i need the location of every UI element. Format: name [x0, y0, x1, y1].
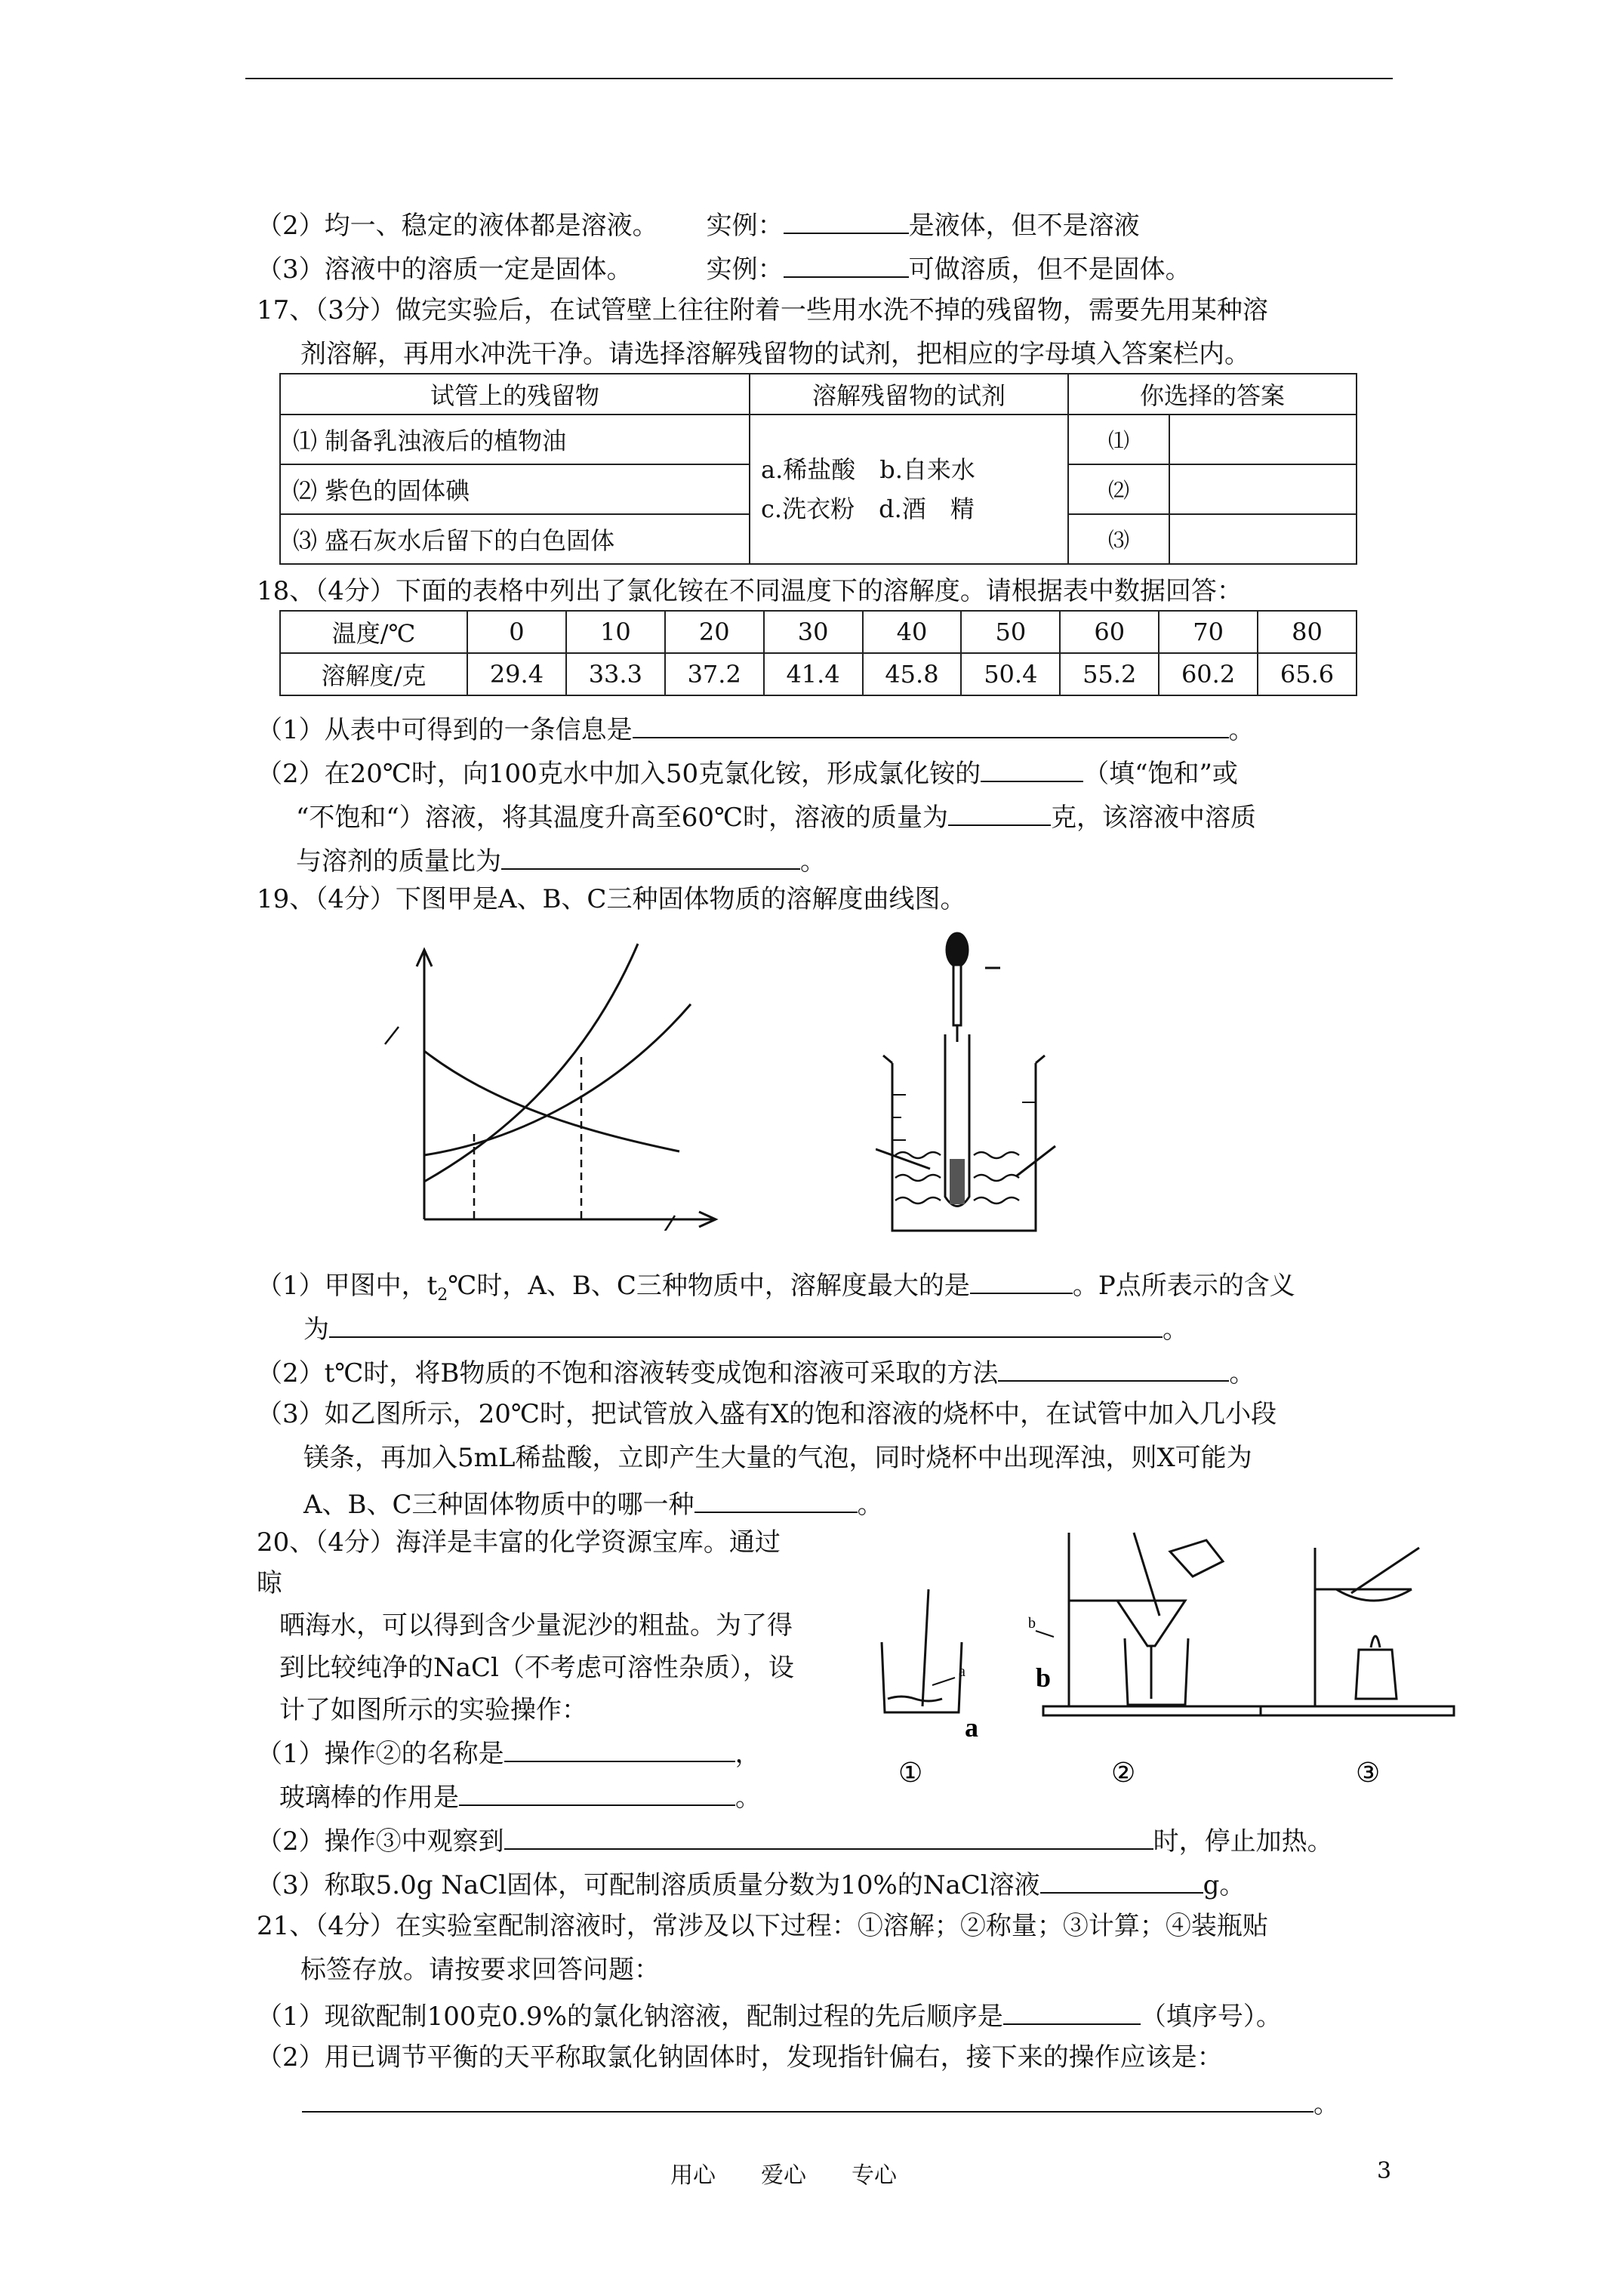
q21-1-line: （1）现欲配制100克0.9%的氯化钠溶液，配制过程的先后顺序是 （填序号）。 [257, 1996, 1282, 2034]
answer-blank[interactable] [459, 1777, 735, 1806]
table-cell: 20 [665, 611, 764, 653]
table-row [280, 611, 1357, 653]
stand-label-b: b [1028, 1615, 1036, 1632]
q20-1-line-2: 玻璃棒的作用是 。 [279, 1777, 761, 1815]
table-cell: 41.4 [764, 653, 863, 695]
q20-text-2: 晾 [257, 1568, 282, 1598]
reagent-line-1: a.稀盐酸 b.自来水 [761, 455, 975, 484]
q20-text-5: 计了如图所示的实验操作： [279, 1695, 587, 1725]
axes [417, 950, 716, 1227]
q20-3-line: （3）称取5.0g NaCl固体，可配制溶质质量分数为10%的NaCl溶液 g。 [257, 1865, 1245, 1903]
header-rule [245, 78, 1393, 79]
table-header: 你选择的答案 [1068, 374, 1357, 415]
answer-blank[interactable] [784, 249, 909, 278]
q19-text: 19、（4分）下图甲是A、B、C三种固体物质的溶解度曲线图。 [257, 884, 966, 914]
table-cell: 10 [566, 611, 665, 653]
answer-blank[interactable] [948, 797, 1051, 826]
answer-blank[interactable] [633, 710, 1229, 738]
dropper [947, 933, 968, 1042]
q19-3-line-2: 镁条，再加入5mL稀盐酸，立即产生大量的气泡，同时烧杯中出现浑浊，则X可能为 [303, 1443, 1252, 1473]
q20-2-line: （2）操作③中观察到 时，停止加热。 [257, 1821, 1333, 1859]
q19-2-line: （2）t℃时，将B物质的不饱和溶液转变成饱和溶液可采取的方法 。 [257, 1353, 1255, 1391]
curve-moderate [424, 1004, 691, 1155]
table-cell: 70 [1159, 611, 1258, 653]
answer-blank[interactable] [504, 1821, 1153, 1850]
table-cell: 29.4 [467, 653, 566, 695]
q20-text-3: 晒海水，可以得到含少量泥沙的粗盐。为了得 [279, 1610, 793, 1641]
answer-blank[interactable] [1040, 1865, 1203, 1894]
answer-cell[interactable] [1169, 415, 1357, 464]
q18-text: 18、（4分）下面的表格中列出了氯化铵在不同温度下的溶解度。请根据表中数据回答： [257, 576, 1243, 606]
q17-text-1: 17、（3分）做完实验后，在试管壁上往往附着一些用水洗不掉的残留物，需要先用某种溶 [257, 295, 1268, 325]
table-cell: 37.2 [665, 653, 764, 695]
q18-table [279, 610, 1357, 696]
table-header: 溶解残留物的试剂 [750, 374, 1068, 415]
table-cell: ⑶ 盛石灰水后留下的白色固体 [280, 514, 750, 564]
table-cell: ⑵ 紫色的固体碘 [280, 464, 750, 514]
answer-blank[interactable] [501, 841, 800, 870]
operation-2-filtering [1036, 1533, 1332, 1715]
answer-blank[interactable] [504, 1734, 735, 1762]
beaker-testtube-figure [876, 929, 1072, 1238]
q19-1-line-1: （1）甲图中，$t_2℃$时，A、B、C三种物质中，溶解度最大的是 。P点所表示的含义 [257, 1265, 1295, 1313]
label-b: b [1036, 1663, 1052, 1693]
answer-blank[interactable] [694, 1484, 858, 1513]
answer-label: ⑴ [1068, 415, 1169, 464]
operation-labels [898, 1758, 1380, 1789]
table-cell: 45.8 [863, 653, 962, 695]
experiment-figures [868, 1518, 1457, 1804]
q20-1-line-1: （1）操作②的名称是 ， [257, 1734, 761, 1771]
q18-1-line: （1）从表中可得到的一条信息是 。 [257, 710, 1255, 747]
q18-2-line-2: “不饱和“）溶液，将其温度升高至60℃时，溶液的质量为 克，该溶液中溶质 [296, 797, 1256, 835]
q19-3-line-1: （3）如乙图所示，20℃时，把试管放入盛有X的饱和溶液的烧杯中，在试管中加入几小段 [257, 1399, 1277, 1429]
solubility-curves [424, 944, 691, 1182]
q18-2-line-3: 与溶剂的质量比为 。 [296, 841, 826, 879]
q18-2-line-1: （2）在20℃时，向100克水中加入50克氯化铵，形成氯化铵的 （填“饱和”或 [257, 754, 1238, 791]
q16-3-line: （3）溶液中的溶质一定是固体。 实例： 可做溶质，但不是固体。 [257, 249, 1191, 287]
answer-label: ⑵ [1068, 464, 1169, 514]
table-cell: 60 [1060, 611, 1159, 653]
table-cell: 33.3 [566, 653, 665, 695]
q21-2-answer-line: 。 [302, 2084, 1339, 2122]
q21-text-1: 21、（4分）在实验室配制溶液时，常涉及以下过程：①溶解；②称量；③计算；④装瓶贴 [257, 1911, 1268, 1941]
curve-decreasing [424, 1051, 679, 1151]
answer-blank[interactable] [784, 205, 909, 234]
answer-cell[interactable] [1169, 464, 1357, 514]
table-header: 试管上的残留物 [280, 374, 750, 415]
q21-2-line: （2）用已调节平衡的天平称取氯化钠固体时，发现指针偏右，接下来的操作应该是： [257, 2042, 1223, 2073]
table-cell: 30 [764, 611, 863, 653]
curve-steep [424, 944, 638, 1182]
table-cell: 80 [1258, 611, 1357, 653]
axis-mark [663, 1216, 675, 1231]
table-row [280, 653, 1357, 695]
table-cell: 0 [467, 611, 566, 653]
axis-mark [385, 1027, 399, 1044]
q21-text-2: 标签存放。请按要求回答问题： [300, 1955, 660, 1985]
reagent-line-2: c.洗衣粉 d.酒 精 [761, 495, 975, 523]
table-cell: 55.2 [1060, 653, 1159, 695]
answer-label: ⑶ [1068, 514, 1169, 564]
answer-blank[interactable] [981, 754, 1083, 782]
q16-2-line: （2）均一、稳定的液体都是溶液。 实例： 是液体，但不是溶液 [257, 205, 1140, 243]
beaker-scale [892, 1095, 1036, 1140]
table-header: 温度/℃ [280, 611, 467, 653]
q19-3-line-3: A、B、C三种固体物质中的哪一种 。 [303, 1484, 883, 1522]
q17-text-2: 剂溶解，再用水冲洗干净。请选择溶解残留物的试剂，把相应的字母填入答案栏内。 [300, 339, 1250, 369]
page-number: 3 [1377, 2158, 1392, 2184]
q20-text-1: 20、（4分）海洋是丰富的化学资源宝库。通过 [257, 1527, 781, 1558]
q17-table [279, 373, 1357, 565]
q19-1-line-2: 为 。 [303, 1309, 1188, 1347]
operation-1-dissolving [882, 1589, 962, 1712]
answer-blank[interactable] [970, 1265, 1073, 1294]
op-label-3: ③ [1356, 1758, 1381, 1789]
solubility-curve-figure [370, 936, 725, 1231]
label-a: a [965, 1712, 978, 1743]
table-cell: 60.2 [1159, 653, 1258, 695]
magnesium-mixture [950, 1159, 965, 1204]
op-label-2: ② [1111, 1758, 1136, 1789]
answer-blank[interactable] [302, 2084, 1313, 2113]
answer-blank[interactable] [1003, 1996, 1141, 2025]
table-cell: 50.4 [961, 653, 1060, 695]
answer-blank[interactable] [998, 1353, 1229, 1382]
table-cell: ⑴ 制备乳浊液后的植物油 [280, 415, 750, 464]
beaker-label-a: a [959, 1663, 965, 1680]
q20-text-4: 到比较纯净的NaCl（不考虑可溶性杂质），设 [279, 1653, 794, 1683]
answer-blank[interactable] [329, 1309, 1163, 1338]
table-cell: 40 [863, 611, 962, 653]
op-label-1: ① [898, 1758, 923, 1789]
table-cell: 50 [961, 611, 1060, 653]
answer-cell[interactable] [1169, 514, 1357, 564]
operation-3-evaporating [1261, 1548, 1454, 1715]
footer-slogan: 用心 爱心 专心 [670, 2162, 897, 2189]
reagent-cell [750, 415, 1068, 564]
table-header: 溶解度/克 [280, 653, 467, 695]
table-cell: 65.6 [1258, 653, 1357, 695]
